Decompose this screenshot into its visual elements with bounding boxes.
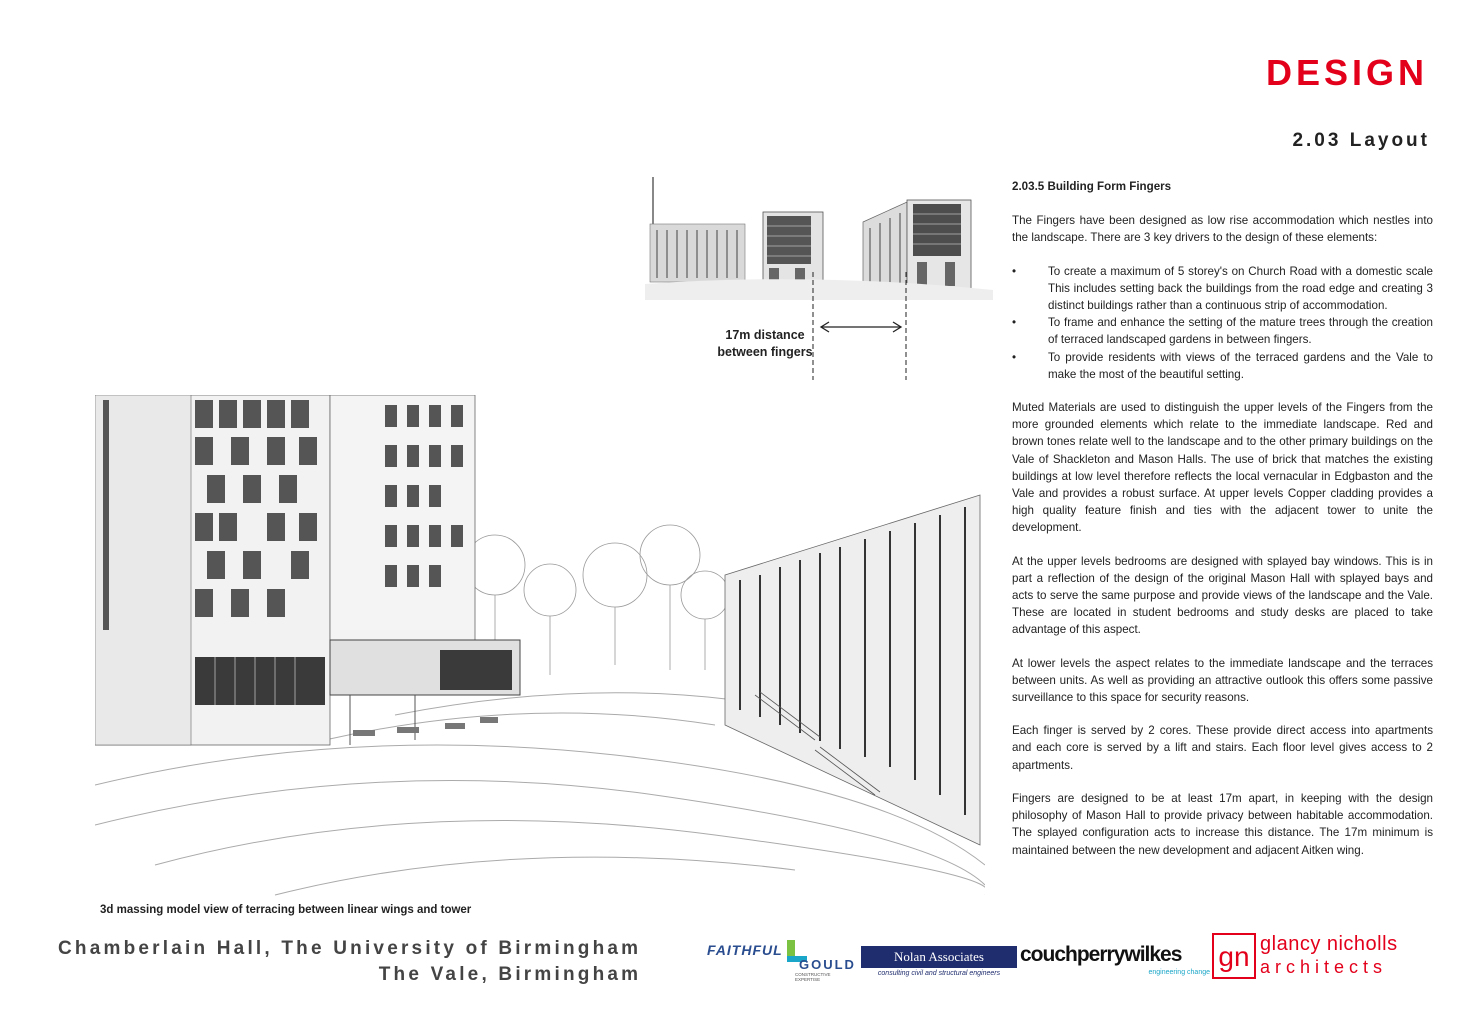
list-item: • To provide residents with views of the terraced gardens and the Vale to make the most of the beautiful setting. xyxy=(1012,350,1433,381)
paragraph-upper-levels: At the upper levels bedrooms are designed with splayed bay windows. This is in part a reflection of the design of the original Mason Hall with splayed bays and acts to serve the same purpose and provide views of the landscape and the Vale. These are located in student bedrooms and study desks are placed to take advantage of this aspect. xyxy=(1012,554,1433,637)
distance-label-line2: between fingers xyxy=(717,345,813,359)
body-text-column xyxy=(1012,178,1433,875)
section-title: 2.03 Layout xyxy=(1292,130,1430,151)
faithful-gould-bottom: GOULD xyxy=(799,957,856,972)
middle-finger-building xyxy=(763,212,823,288)
massing-model-image xyxy=(95,395,985,900)
image-caption: 3d massing model view of terracing between linear wings and tower xyxy=(100,904,472,916)
couch-name: couchperrywilkes xyxy=(1020,943,1182,966)
glancy-line1: glancy nicholls xyxy=(1260,933,1398,955)
tower-building xyxy=(95,395,330,745)
paragraph-cores: Each finger is served by 2 cores. These provide direct access into apartments and each core is served by a lift and stairs. Each floor level gives access to 2 apartments. xyxy=(1012,724,1433,772)
distance-label-line1: 17m distance xyxy=(725,328,805,342)
project-title-line1: Chamberlain Hall, The University of Birmingham xyxy=(58,938,642,959)
intro-paragraph: The Fingers have been designed as low rise accommodation which nestles into the landscape. There are 3 key drivers to the design of these elements: xyxy=(1012,214,1433,245)
left-finger-building xyxy=(650,224,745,282)
list-item: • To frame and enhance the setting of the mature trees through the creation of terraced landscaped gardens in between fingers. xyxy=(1012,316,1433,347)
project-title-line2: The Vale, Birmingham xyxy=(378,964,642,985)
glancy-mark: gn xyxy=(1212,933,1256,979)
paragraph-materials: Muted Materials are used to distinguish the upper levels of the Fingers from the more grounded elements which relate to the immediate landscape. Red and brown tones relate well to the landscape and to the other primary buildings on the Vale of Shackleton and Mason Halls. The use of brick that matches the existing buildings at low level therefore reflects the local vernacular in Edgbaston and the Vale and provides a robust surface. At upper levels Copper cladding provides a high quality feature finish and ties with the adjacent tower to unite the development. xyxy=(1012,401,1433,535)
nolan-box: Nolan Associates xyxy=(861,946,1017,968)
paragraph-spacing: Fingers are designed to be at least 17m apart, in keeping with the design philosophy of Mason Hall to provide privacy between habitable accommodation. The splayed configuration acts to increase this distance. The 17m minimum is maintained between the new development and adjacent Aitken wing. xyxy=(1012,791,1433,857)
paragraph-lower-levels: At lower levels the aspect relates to the immediate landscape and the terraces between units. As well as providing an attractive outlook this offers some passive surveillance to this space for security reasons. xyxy=(1012,656,1433,705)
tower-block-two xyxy=(330,395,475,640)
project-title xyxy=(58,936,641,988)
faithful-gould-logo xyxy=(707,940,855,980)
faithful-gould-top: FAITHFUL xyxy=(707,942,783,958)
nolan-associates-logo xyxy=(861,946,1017,980)
couch-perry-wilkes-logo xyxy=(1020,943,1210,981)
faithful-gould-tag: CONSTRUCTIVE EXPERTISE xyxy=(795,972,831,982)
distance-arrow xyxy=(821,322,901,332)
nolan-tag: consulting civil and structural engineers xyxy=(877,970,1001,977)
key-drivers-list xyxy=(1012,263,1433,383)
glancy-line2: architects xyxy=(1260,957,1388,977)
fingers-elevation-image xyxy=(645,172,993,382)
list-item: • To create a maximum of 5 storey's on Church Road with a domestic scale This includes setting back the buildings from the road edge and creating 3 distinct buildings rather than a continuous strip of accommodation. xyxy=(1012,264,1433,313)
couch-tag: engineering change xyxy=(1148,969,1210,976)
distance-label xyxy=(712,327,818,361)
page-title: DESIGN xyxy=(1265,52,1428,93)
subsection-heading: 2.03.5 Building Form Fingers xyxy=(1012,180,1172,193)
glancy-nicholls-logo xyxy=(1212,933,1437,981)
